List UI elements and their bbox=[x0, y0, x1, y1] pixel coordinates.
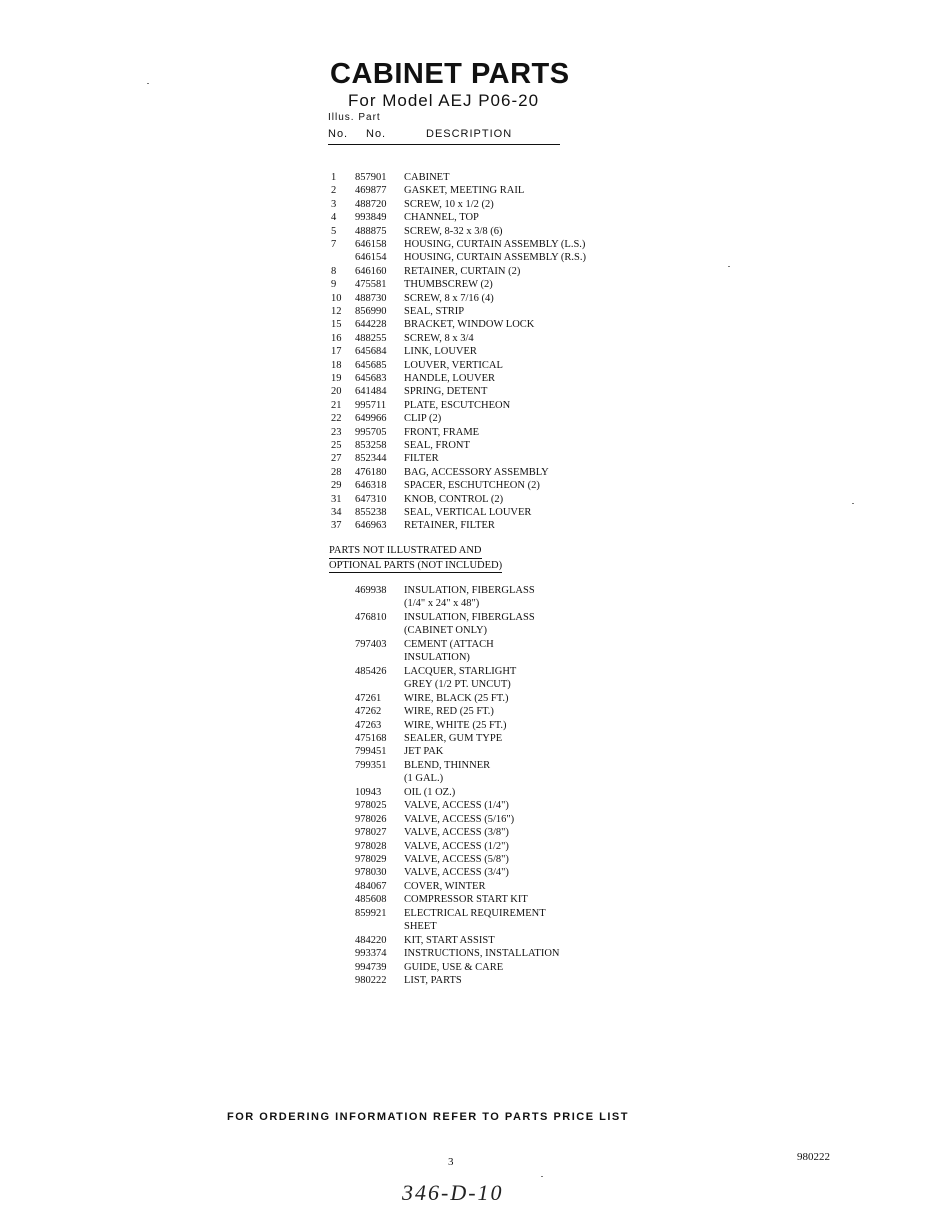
illus-number: 10 bbox=[331, 292, 342, 304]
part-number: 10943 bbox=[355, 786, 382, 798]
illus-number: 34 bbox=[331, 507, 342, 518]
part-description: PLATE, ESCUTCHEON bbox=[404, 399, 511, 411]
part-number: 488255 bbox=[355, 332, 387, 344]
part-number: 646963 bbox=[355, 520, 387, 532]
part-number: 469938 bbox=[355, 585, 387, 596]
illus-number: 37 bbox=[331, 520, 342, 532]
part-number: 799451 bbox=[355, 746, 387, 758]
illus-number: 2 bbox=[331, 185, 337, 197]
part-number: 485426 bbox=[355, 665, 387, 677]
illus-number: 19 bbox=[331, 373, 342, 384]
part-description: HOUSING, CURTAIN ASSEMBLY (L.S.) bbox=[404, 239, 586, 250]
part-description: INSTRUCTIONS, INSTALLATION bbox=[404, 948, 560, 960]
part-description: SPACER, ESCHUTCHEON (2) bbox=[404, 480, 540, 492]
part-description: FRONT, FRAME bbox=[404, 426, 480, 438]
part-number: 47261 bbox=[355, 692, 382, 704]
optional-header-line-1: PARTS NOT ILLUSTRATED AND bbox=[329, 544, 482, 559]
model-subtitle: For Model AEJ P06-20 bbox=[348, 91, 540, 110]
part-description: FILTER bbox=[404, 453, 439, 465]
page-number: 3 bbox=[448, 1156, 454, 1168]
part-description: VALVE, ACCESS (1/4") bbox=[404, 800, 509, 812]
illus-number: 25 bbox=[331, 440, 342, 451]
part-number: 469877 bbox=[355, 185, 387, 197]
part-description: SPRING, DETENT bbox=[404, 386, 488, 398]
illus-number: 8 bbox=[331, 265, 337, 277]
part-description: LACQUER, STARLIGHT bbox=[404, 665, 517, 677]
scan-speck bbox=[852, 503, 854, 504]
part-number: 488720 bbox=[355, 198, 387, 210]
illus-number: 18 bbox=[331, 359, 342, 371]
part-description: BLEND, THINNER bbox=[404, 759, 491, 771]
part-description: COVER, WINTER bbox=[404, 880, 486, 892]
part-number: 475168 bbox=[355, 732, 387, 744]
part-description: SCREW, 8 x 7/16 (4) bbox=[404, 292, 494, 304]
part-number: 852344 bbox=[355, 453, 387, 465]
illus-number: 5 bbox=[331, 225, 337, 237]
part-number: 853258 bbox=[355, 440, 387, 451]
part-description: INSULATION) bbox=[404, 652, 470, 664]
optional-parts-header bbox=[329, 544, 502, 573]
col-part-no: No. bbox=[366, 128, 387, 140]
part-description: SHEET bbox=[404, 921, 437, 933]
illus-number: 7 bbox=[331, 239, 337, 250]
part-number: 646154 bbox=[355, 252, 387, 264]
part-number: 645685 bbox=[355, 359, 387, 371]
part-number: 859921 bbox=[355, 907, 387, 919]
part-number: 641484 bbox=[355, 386, 387, 398]
part-number: 645683 bbox=[355, 373, 387, 384]
illus-number: 21 bbox=[331, 399, 342, 411]
part-description: BAG, ACCESSORY ASSEMBLY bbox=[404, 466, 549, 478]
part-description: WIRE, WHITE (25 FT.) bbox=[404, 719, 507, 731]
part-description: SEAL, FRONT bbox=[404, 440, 470, 451]
part-description: SEAL, STRIP bbox=[404, 306, 465, 317]
illus-number: 3 bbox=[331, 198, 337, 210]
col-illus-no: No. bbox=[328, 128, 349, 140]
part-number: 47262 bbox=[355, 706, 382, 718]
part-description: GASKET, MEETING RAIL bbox=[404, 185, 525, 197]
part-number: 993849 bbox=[355, 212, 387, 224]
part-number: 475581 bbox=[355, 279, 387, 291]
part-description: THUMBSCREW (2) bbox=[404, 279, 493, 291]
illus-number: 17 bbox=[331, 346, 342, 358]
part-number: 978029 bbox=[355, 854, 387, 865]
handwritten-note: 346-D-10 bbox=[402, 1180, 504, 1205]
optional-header-line-2: OPTIONAL PARTS (NOT INCLUDED) bbox=[329, 559, 502, 574]
scan-speck bbox=[728, 266, 730, 267]
part-number: 993374 bbox=[355, 948, 387, 960]
part-number: 855238 bbox=[355, 507, 387, 518]
illus-number: 12 bbox=[331, 306, 342, 317]
illus-number: 4 bbox=[331, 212, 337, 224]
part-description: HOUSING, CURTAIN ASSEMBLY (R.S.) bbox=[404, 252, 587, 264]
part-number: 649966 bbox=[355, 413, 387, 425]
part-number: 994739 bbox=[355, 961, 387, 973]
illus-number: 22 bbox=[331, 413, 342, 425]
part-description: (1 GAL.) bbox=[404, 773, 444, 785]
ordering-footer: FOR ORDERING INFORMATION REFER TO PARTS PRICE LIST bbox=[227, 1111, 629, 1123]
part-number: 857901 bbox=[355, 172, 387, 183]
part-description: INSULATION, FIBERGLASS bbox=[404, 585, 535, 596]
part-description: VALVE, ACCESS (5/16") bbox=[404, 813, 515, 825]
part-number: 476180 bbox=[355, 466, 387, 478]
illus-number: 16 bbox=[331, 332, 342, 344]
part-number: 47263 bbox=[355, 719, 382, 731]
part-description: (CABINET ONLY) bbox=[404, 625, 488, 637]
part-description: GREY (1/2 PT. UNCUT) bbox=[404, 679, 511, 691]
part-number: 645684 bbox=[355, 346, 387, 358]
part-description: CABINET bbox=[404, 172, 450, 183]
part-description: CEMENT (ATTACH bbox=[404, 638, 494, 650]
part-number: 646318 bbox=[355, 480, 387, 492]
scan-speck bbox=[147, 83, 149, 84]
illus-number: 27 bbox=[331, 453, 342, 465]
part-description: JET PAK bbox=[404, 746, 444, 758]
part-description: KIT, START ASSIST bbox=[404, 934, 495, 946]
part-description: ELECTRICAL REQUIREMENT bbox=[404, 907, 546, 919]
scan-speck bbox=[541, 1176, 543, 1177]
part-description: VALVE, ACCESS (1/2") bbox=[404, 840, 509, 852]
part-description: SCREW, 8-32 x 3/8 (6) bbox=[404, 225, 503, 237]
part-number: 476810 bbox=[355, 611, 387, 623]
part-description: LOUVER, VERTICAL bbox=[404, 359, 503, 371]
part-description: WIRE, RED (25 FT.) bbox=[404, 706, 494, 718]
part-description: SEALER, GUM TYPE bbox=[404, 732, 503, 744]
part-number: 647310 bbox=[355, 493, 387, 505]
part-description: VALVE, ACCESS (5/8") bbox=[404, 854, 509, 865]
part-description: (1/4" x 24" x 48") bbox=[404, 598, 480, 610]
document-number: 980222 bbox=[797, 1151, 830, 1163]
part-number: 488875 bbox=[355, 225, 387, 237]
col-description: DESCRIPTION bbox=[426, 128, 513, 140]
page-title: CABINET PARTS bbox=[330, 58, 570, 90]
illus-number: 29 bbox=[331, 480, 342, 492]
part-description: CHANNEL, TOP bbox=[404, 212, 479, 224]
part-number: 978028 bbox=[355, 840, 387, 852]
column-header bbox=[328, 128, 560, 145]
part-description: VALVE, ACCESS (3/8") bbox=[404, 827, 509, 839]
part-number: 484067 bbox=[355, 880, 387, 892]
part-number: 484220 bbox=[355, 934, 387, 946]
part-number: 978027 bbox=[355, 827, 387, 839]
part-description: SCREW, 10 x 1/2 (2) bbox=[404, 198, 494, 210]
part-number: 995705 bbox=[355, 426, 387, 438]
part-description: COMPRESSOR START KIT bbox=[404, 894, 528, 906]
part-description: HANDLE, LOUVER bbox=[404, 373, 495, 384]
part-description: RETAINER, FILTER bbox=[404, 520, 495, 532]
part-description: RETAINER, CURTAIN (2) bbox=[404, 265, 521, 277]
illus-number: 9 bbox=[331, 279, 337, 291]
part-description: LIST, PARTS bbox=[404, 975, 462, 987]
part-number: 799351 bbox=[355, 759, 387, 771]
part-description: CLIP (2) bbox=[404, 413, 442, 425]
part-description: VALVE, ACCESS (3/4") bbox=[404, 867, 509, 879]
illus-number: 1 bbox=[331, 172, 337, 183]
part-number: 995711 bbox=[355, 399, 387, 411]
part-description: WIRE, BLACK (25 FT.) bbox=[404, 692, 509, 704]
part-description: INSULATION, FIBERGLASS bbox=[404, 611, 535, 623]
illus-number: 23 bbox=[331, 426, 342, 438]
part-number: 978025 bbox=[355, 800, 387, 812]
part-description: KNOB, CONTROL (2) bbox=[404, 493, 504, 505]
part-number: 488730 bbox=[355, 292, 387, 304]
part-description: SCREW, 8 x 3/4 bbox=[404, 332, 474, 344]
illus-number: 28 bbox=[331, 466, 342, 478]
part-number: 856990 bbox=[355, 306, 387, 317]
column-header-top: Illus. Part bbox=[328, 112, 381, 123]
part-number: 797403 bbox=[355, 638, 387, 650]
part-number: 978030 bbox=[355, 867, 387, 879]
part-description: OIL (1 OZ.) bbox=[404, 786, 456, 798]
part-description: SEAL, VERTICAL LOUVER bbox=[404, 507, 532, 518]
part-description: LINK, LOUVER bbox=[404, 346, 477, 358]
part-description: GUIDE, USE & CARE bbox=[404, 961, 504, 973]
part-description: BRACKET, WINDOW LOCK bbox=[404, 319, 535, 331]
part-number: 980222 bbox=[355, 975, 387, 987]
part-number: 646160 bbox=[355, 265, 387, 277]
illus-number: 20 bbox=[331, 386, 342, 398]
part-number: 978026 bbox=[355, 813, 387, 825]
part-number: 644228 bbox=[355, 319, 387, 331]
part-number: 646158 bbox=[355, 239, 387, 250]
illus-number: 31 bbox=[331, 493, 342, 505]
part-number: 485608 bbox=[355, 894, 387, 906]
illus-number: 15 bbox=[331, 319, 342, 331]
